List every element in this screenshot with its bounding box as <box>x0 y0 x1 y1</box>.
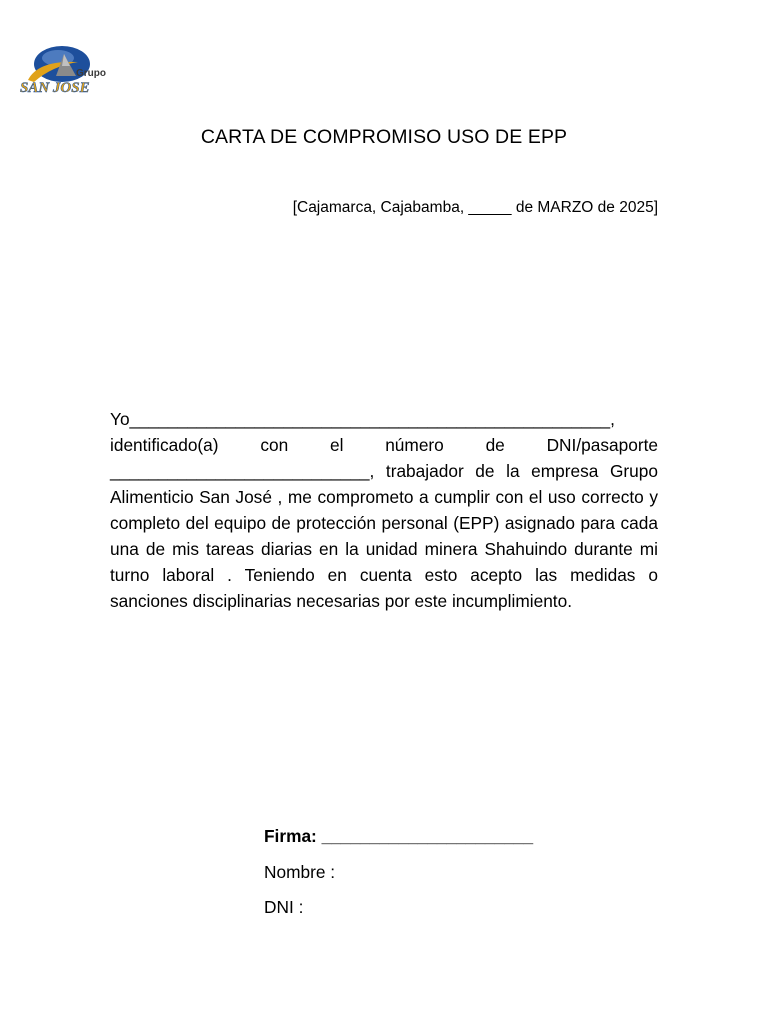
signature-line: Firma: ______________________ <box>264 826 534 846</box>
company-logo <box>18 40 110 98</box>
logo-text-san-jose: SAN JOSE <box>20 80 90 96</box>
dni-label: DNI : <box>264 897 304 917</box>
logo-text-grupo: Grupo <box>76 68 106 79</box>
name-label: Nombre : <box>264 862 336 882</box>
commitment-paragraph: Yo__________________________________________________, identificado(a) con el número de DNI/pasaporte ___________________________, trabajador de la empresa Grupo Alimenticio San José , me comprometo a cumplir con el uso correcto y completo del equipo de protección personal (EPP) asignado para cada una de mis tareas diarias en la unidad minera Shahuindo durante mi turno laboral . Teniendo en cuenta esto acepto las medidas o sanciones disciplinarias necesarias por este incumplimiento. <box>110 409 658 611</box>
date-line: [Cajamarca, Cajabamba, _____ de MARZO de 2025] <box>292 199 658 216</box>
document-title: CARTA DE COMPROMISO USO DE EPP <box>200 126 568 148</box>
